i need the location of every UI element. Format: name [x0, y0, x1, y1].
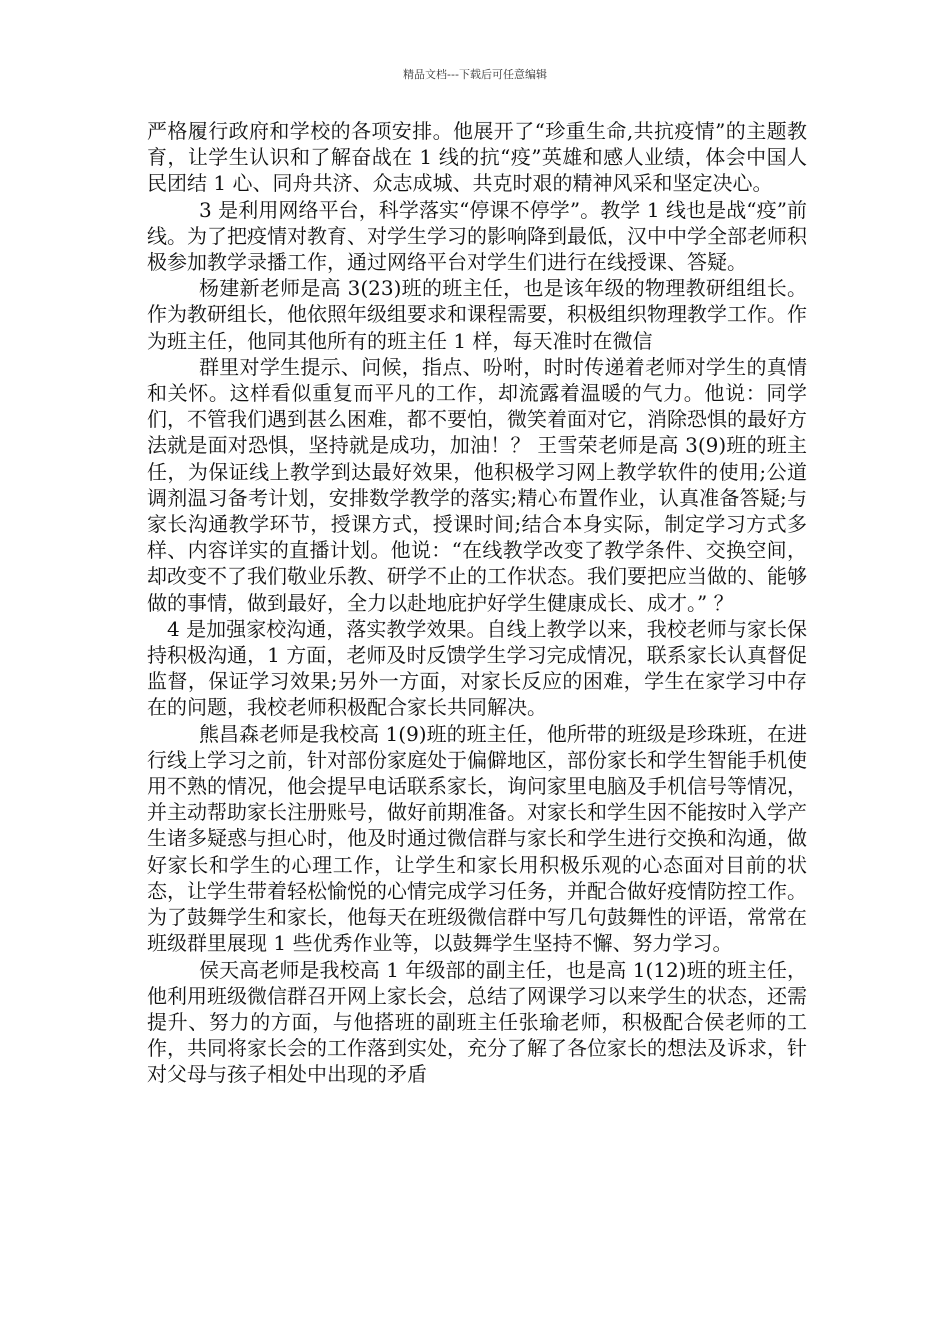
page-header: 精品文档---下载后可任意编辑 — [403, 68, 547, 81]
document-body — [147, 118, 807, 1088]
paragraph: 严格履行政府和学校的各项安排。他展开了“珍重生命,共抗疫情”的主题教育，让学生认识和了解奋战在 1 线的抗“疫”英雄和感人业绩，体会中国人民团结 1 心、同舟共济、众志成城、共克时艰的精神风采和坚定决心。 — [147, 119, 807, 196]
paragraph: 4 是加强家校沟通，落实教学效果。自线上教学以来，我校老师与家长保持积极沟通，1 方面，老师及时反馈学生学习完成情况，联系家长认真督促监督，保证学习效果;另外一方面，对家长反应的困难，学生在家学习中存在的问题，我校老师积极配合家长共同解决。 — [147, 616, 807, 720]
paragraph: 侯天高老师是我校高 1 年级部的副主任，也是高 1(12)班的班主任，他利用班级微信群召开网上家长会，总结了网课学习以来学生的状态，还需提升、努力的方面，与他搭班的副班主任张瑜老师，积极配合侯老师的工作，共同将家长会的工作落到实处，充分了解了各位家长的想法及诉求，针对父母与孩子相处中出现的矛盾 — [147, 957, 807, 1087]
paragraph: 熊昌森老师是我校高 1(9)班的班主任，他所带的班级是珍珠班，在进行线上学习之前，针对部份家庭处于偏僻地区，部份家长和学生智能手机使用不熟的情况，他会提早电话联系家长，询问家里电脑及手机信号等情况，并主动帮助家长注册账号，做好前期准备。对家长和学生因不能按时入学产生诸多疑惑与担心时，他及时通过微信群与家长和学生进行交换和沟通，做好家长和学生的心理工作，让学生和家长用积极乐观的心态面对目前的状态，让学生带着轻松愉悦的心情完成学习任务，并配合做好疫情防控工作。为了鼓舞学生和家长，他每天在班级微信群中写几句鼓舞性的评语，常常在班级群里展现 1 些优秀作业等，以鼓舞学生坚持不懈、努力学习。 — [147, 721, 807, 956]
paragraph: 杨建新老师是高 3(23)班的班主任，也是该年级的物理教研组组长。作为教研组长，他依照年级组要求和课程需要，积极组织物理教学工作。作为班主任，他同其他所有的班主任 1 样，每天准时在微信 — [147, 276, 807, 353]
paragraph: 群里对学生提示、问候，指点、吩咐，时时传递着老师对学生的真情和关怀。这样看似重复而平凡的工作，却流露着温暖的气力。他说：同学们，不管我们遇到甚么困难，都不要怕，微笑着面对它，消除恐惧的最好方法就是面对恐惧，坚持就是成功，加油！？ 王雪荣老师是高 3(9)班的班主任，为保证线上教学到达最好效果，他积极学习网上教学软件的使用;公道调剂温习备考计划，安排数学教学的落实;精心布置作业，认真准备答疑;与家长沟通教学环节，授课方式，授课时间;结合本身实际，制定学习方式多样、内容详实的直播计划。他说：“在线教学改变了教学条件、交换空间，却改变不了我们敬业乐教、研学不止的工作状态。我们要把应当做的、能够做的事情，做到最好，全力以赴地庇护好学生健康成长、成才。” ？ — [147, 354, 807, 615]
paragraph: 3 是利用网络平台，科学落实“停课不停学”。教学 1 线也是战“疫”前线。为了把疫情对教育、对学生学习的影响降到最低，汉中中学全部老师积极参加教学录播工作，通过网络平台对学生们进行在线授课、答疑。 — [147, 197, 807, 275]
